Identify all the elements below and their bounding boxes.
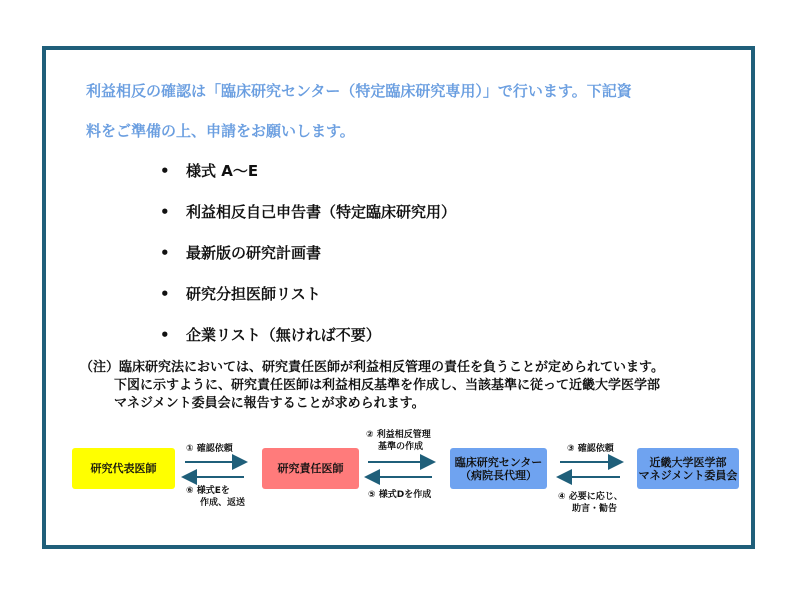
list-item-label: 様式 A～E <box>186 162 259 180</box>
label-step2: ② 利益相反管理 基準の作成 <box>366 430 431 452</box>
label-step6: ⑥ 様式Eを 作成、返送 <box>186 486 246 508</box>
list-item-label: 研究分担医師リスト <box>186 285 321 303</box>
list-item-label: 利益相反自己申告書（特定臨床研究用） <box>186 203 457 221</box>
bullet-icon: • <box>160 285 170 303</box>
label-step1: ① 確認依頼 <box>186 444 233 454</box>
label-step3: ③ 確認依頼 <box>567 444 614 454</box>
box-principal-investigator: 研究代表医師 <box>72 448 175 489</box>
box-clinical-research-center: 臨床研究センター （病院長代理） <box>450 448 547 489</box>
intro-line-1: 利益相反の確認は「臨床研究センター（特定臨床研究専用）」で行います。下記資 <box>86 82 632 100</box>
intro-line-2: 料をご準備の上、申請をお願いします。 <box>86 122 355 140</box>
label-step4: ④ 必要に応じ、 助言・勧告 <box>558 492 623 514</box>
bullet-icon: • <box>160 326 170 344</box>
box-management-committee: 近畿大学医学部 マネジメント委員会 <box>637 448 739 489</box>
list-item-label: 企業リスト（無ければ不要） <box>186 326 381 344</box>
bullet-icon: • <box>160 244 170 262</box>
bullet-icon: • <box>160 203 170 221</box>
bullet-icon: • <box>160 162 170 180</box>
note-line-3: マネジメント委員会に報告することが求められます。 <box>114 396 425 411</box>
note-line-1: （注）臨床研究法においては、研究責任医師が利益相反管理の責任を負うことが定められています。 <box>80 360 664 375</box>
list-item-label: 最新版の研究計画書 <box>186 244 322 262</box>
note-line-2: 下図に示すように、研究責任医師は利益相反基準を作成し、当該基準に従って近畿大学医学部 <box>114 378 661 393</box>
label-step5: ⑤ 様式Dを作成 <box>368 490 432 500</box>
box-responsible-physician: 研究責任医師 <box>262 448 359 489</box>
